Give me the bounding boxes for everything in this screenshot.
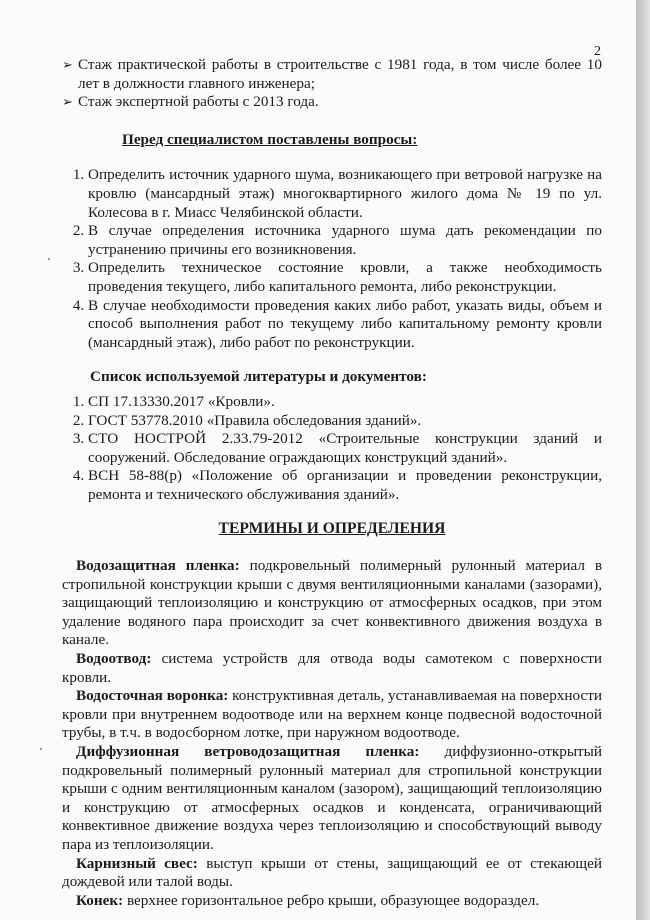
term-definition (62, 557, 602, 650)
term-name: Водозащитная пленка: (76, 557, 240, 575)
term-name: Водоотвод: (76, 650, 152, 668)
literature-list (62, 393, 602, 505)
term-name: Конек: (76, 891, 124, 909)
page-content (62, 56, 602, 910)
page-number: 2 (594, 44, 601, 59)
question-item: 2. В случае определения источника ударного шума дать рекомендации по устранению причины его возникновения. (88, 222, 602, 259)
literature-item: 2. ГОСТ 53778.2010 «Правила обследования зданий». (88, 412, 602, 431)
term-name: Диффузионная ветроводозащитная пленка: (76, 743, 420, 760)
term-definition (62, 855, 602, 892)
term-definition (62, 687, 602, 743)
scan-speck (48, 258, 50, 260)
term-name: Водосточная воронка: (76, 687, 229, 705)
bullet-text: Стаж практической работы в строительстве с 1981 года, в том числе более 10 лет в должности главного инженера; (78, 56, 602, 92)
questions-heading: Перед специалистом поставлены вопросы: (122, 130, 418, 148)
term-text: подкровельный полимерный рулонный материал в стропильной конструкции крыши с двумя вентиляционными каналами (зазорами), защищающий теплоизоляцию и конструкцию от атмосферных осадков, при этом удаление водяного пара происходит за счет конвективного движения воздуха в канале. (62, 557, 602, 649)
term-text: конструктивная деталь, устанавливаемая на поверхности кровли при внутреннем водоотводе или на верхнем конце подвесной водосточной трубы, в т.ч. в водосборном лотке, при наружном водоотводе. (62, 687, 602, 742)
experience-bullet (62, 56, 602, 93)
question-item: 1. Определить источник ударного шума, возникающего при ветровой нагрузке на кровлю (мансардный этаж) многоквартирного жилого дома № 19 по ул. Колесова в г. Миасс Челябинской области. (88, 166, 602, 222)
term-definition (62, 892, 602, 911)
term-text: система устройств для отвода воды самотеком с поверхности кровли. (62, 650, 602, 686)
literature-heading: Список используемой литературы и документов: (90, 368, 427, 386)
term-definition (62, 650, 602, 687)
literature-item: 4. ВСН 58-88(р) «Положение об организации и проведении реконструкции, ремонта и технического обслуживания зданий». (88, 467, 602, 504)
term-name: Карнизный свес: (76, 854, 198, 872)
term-text: диффузионно-открытый подкровельный полимерный рулонный материал для стропильной конструкции крыши с одним вентиляционным каналом (зазором), защищающий теплоизоляцию и конструкцию от атмосферных осадков и конденсата, ограничивающий конвективное движение воздуха через теплоизоляцию и способствующий выводу пара из теплоизоляции. (62, 743, 602, 853)
page-edge-shadow (636, 0, 650, 920)
questions-list (62, 166, 602, 352)
literature-item: 3. СТО НОСТРОЙ 2.33.79-2012 «Строительные конструкции зданий и сооружений. Обследование ограждающих конструкций зданий». (88, 430, 602, 467)
experience-bullet (62, 93, 602, 112)
question-item: 4. В случае необходимости проведения каких либо работ, указать виды, объем и способ выполнения работ по текущему либо капитальному ремонту кровли (мансардный этаж), либо работ по реконструкции. (88, 297, 602, 353)
term-text: верхнее горизонтальное ребро крыши, образующее водораздел. (123, 891, 540, 909)
scan-speck (40, 748, 42, 750)
arrow-bullet-icon: ➢ (62, 57, 73, 72)
term-definition (62, 743, 602, 855)
question-item: 3. Определить техническое состояние кровли, а также необходимость проведения текущего, либо капитального ремонта, либо реконструкции. (88, 259, 602, 296)
term-text: выступ крыши от стены, защищающий ее от стекающей дождевой или талой воды. (62, 854, 602, 891)
terms-list (62, 557, 602, 910)
arrow-bullet-icon: ➢ (62, 94, 73, 110)
terms-heading: ТЕРМИНЫ И ОПРЕДЕЛЕНИЯ (218, 520, 446, 538)
bullet-text: Стаж экспертной работы с 2013 года. (78, 93, 319, 111)
literature-item: 1. СП 17.13330.2017 «Кровли». (88, 393, 602, 412)
